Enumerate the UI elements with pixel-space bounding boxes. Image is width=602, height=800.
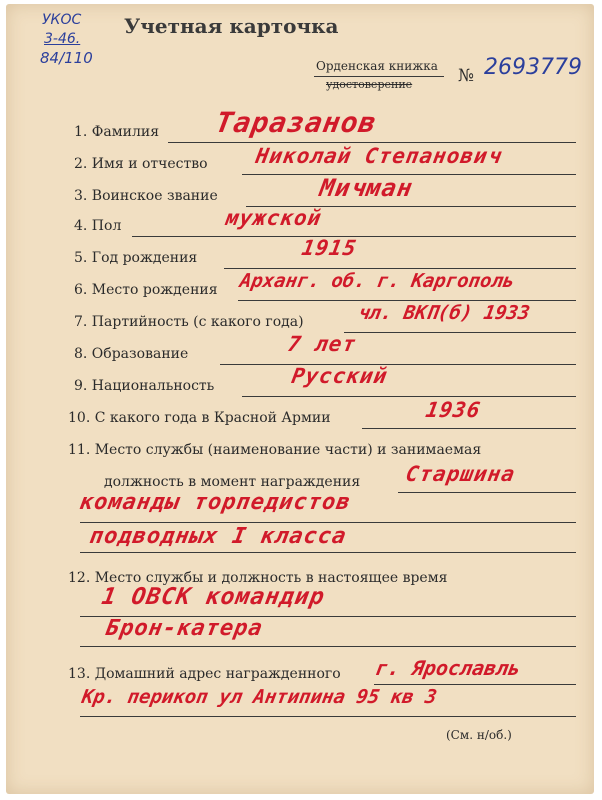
field-service-label-2: должность в момент награждения bbox=[104, 474, 361, 490]
field-party-value: чл. ВКП(б) 1933 bbox=[356, 302, 532, 324]
field-nationality-label: 9. Национальность bbox=[74, 378, 215, 394]
field-party-line bbox=[344, 332, 576, 333]
field-surname-line bbox=[168, 142, 576, 143]
margin-note-2: 3-46. bbox=[44, 31, 81, 47]
field-birthplace-label: 6. Место рождения bbox=[74, 282, 218, 298]
field-army-year-label: 10. С какого года в Красной Армии bbox=[68, 410, 331, 426]
field-address-line-1 bbox=[374, 684, 576, 685]
field-current-service-line-2 bbox=[80, 646, 576, 647]
field-service-label-1: 11. Место службы (наименование части) и занимаемая bbox=[68, 442, 482, 458]
field-service-line-3 bbox=[80, 552, 576, 553]
field-sex-label: 4. Пол bbox=[74, 218, 122, 234]
order-book-number: 2693779 bbox=[484, 55, 582, 80]
margin-note-3: 84/110 bbox=[40, 49, 93, 67]
field-service-value-3: подводных I класса bbox=[87, 524, 349, 549]
card-title: Учетная карточка bbox=[124, 14, 339, 38]
field-address-value-1: г. Ярославль bbox=[373, 656, 523, 680]
field-education-line bbox=[220, 364, 576, 365]
field-birth-year-value: 1915 bbox=[299, 236, 359, 260]
certificate-label: удостоверение bbox=[326, 78, 413, 91]
field-birth-year-label: 5. Год рождения bbox=[74, 250, 198, 266]
field-surname-value: Таразанов bbox=[213, 106, 380, 139]
see-reverse-note: (См. н/об.) bbox=[446, 728, 512, 742]
field-birthplace-line bbox=[238, 300, 576, 301]
field-birth-year-line bbox=[224, 268, 576, 269]
field-education-label: 8. Образование bbox=[74, 346, 189, 362]
field-service-value-2: команды торпедистов bbox=[77, 490, 353, 515]
field-current-service-value-2: Брон-катера bbox=[103, 616, 265, 641]
field-birthplace-value: Арханг. об. г. Каргополь bbox=[238, 270, 517, 292]
registration-card bbox=[6, 4, 594, 794]
field-surname-label: 1. Фамилия bbox=[74, 124, 160, 140]
field-name-value: Николай Степанович bbox=[253, 144, 504, 168]
field-rank-value: Мичман bbox=[317, 174, 416, 202]
field-education-value: 7 лет bbox=[285, 332, 359, 356]
field-address-label: 13. Домашний адрес награжденного bbox=[68, 666, 341, 682]
field-current-service-value-1: 1 ОВСК командир bbox=[99, 584, 328, 610]
field-army-year-value: 1936 bbox=[423, 398, 483, 422]
field-nationality-line bbox=[242, 396, 576, 397]
field-name-label: 2. Имя и отчество bbox=[74, 156, 208, 172]
field-address-value-2: Кр. перикоп ул Антипина 95 кв 3 bbox=[80, 686, 439, 708]
field-service-value-1: Старшина bbox=[403, 462, 518, 486]
order-book-label: Орденская книжка bbox=[316, 59, 438, 73]
field-nationality-value: Русский bbox=[289, 364, 390, 388]
field-address-line-2 bbox=[80, 716, 576, 717]
field-rank-label: 3. Воинское звание bbox=[74, 188, 218, 204]
field-current-service-label: 12. Место службы и должность в настоящее время bbox=[68, 570, 448, 586]
number-sign: № bbox=[458, 66, 475, 86]
field-service-line-1 bbox=[398, 492, 576, 493]
margin-note-1: УКОС bbox=[42, 12, 82, 28]
field-army-year-line bbox=[362, 428, 576, 429]
order-book-divider bbox=[314, 76, 444, 77]
field-sex-value: мужской bbox=[223, 206, 324, 230]
field-service-line-2 bbox=[80, 522, 576, 523]
field-party-label: 7. Партийность (с какого года) bbox=[74, 314, 304, 330]
